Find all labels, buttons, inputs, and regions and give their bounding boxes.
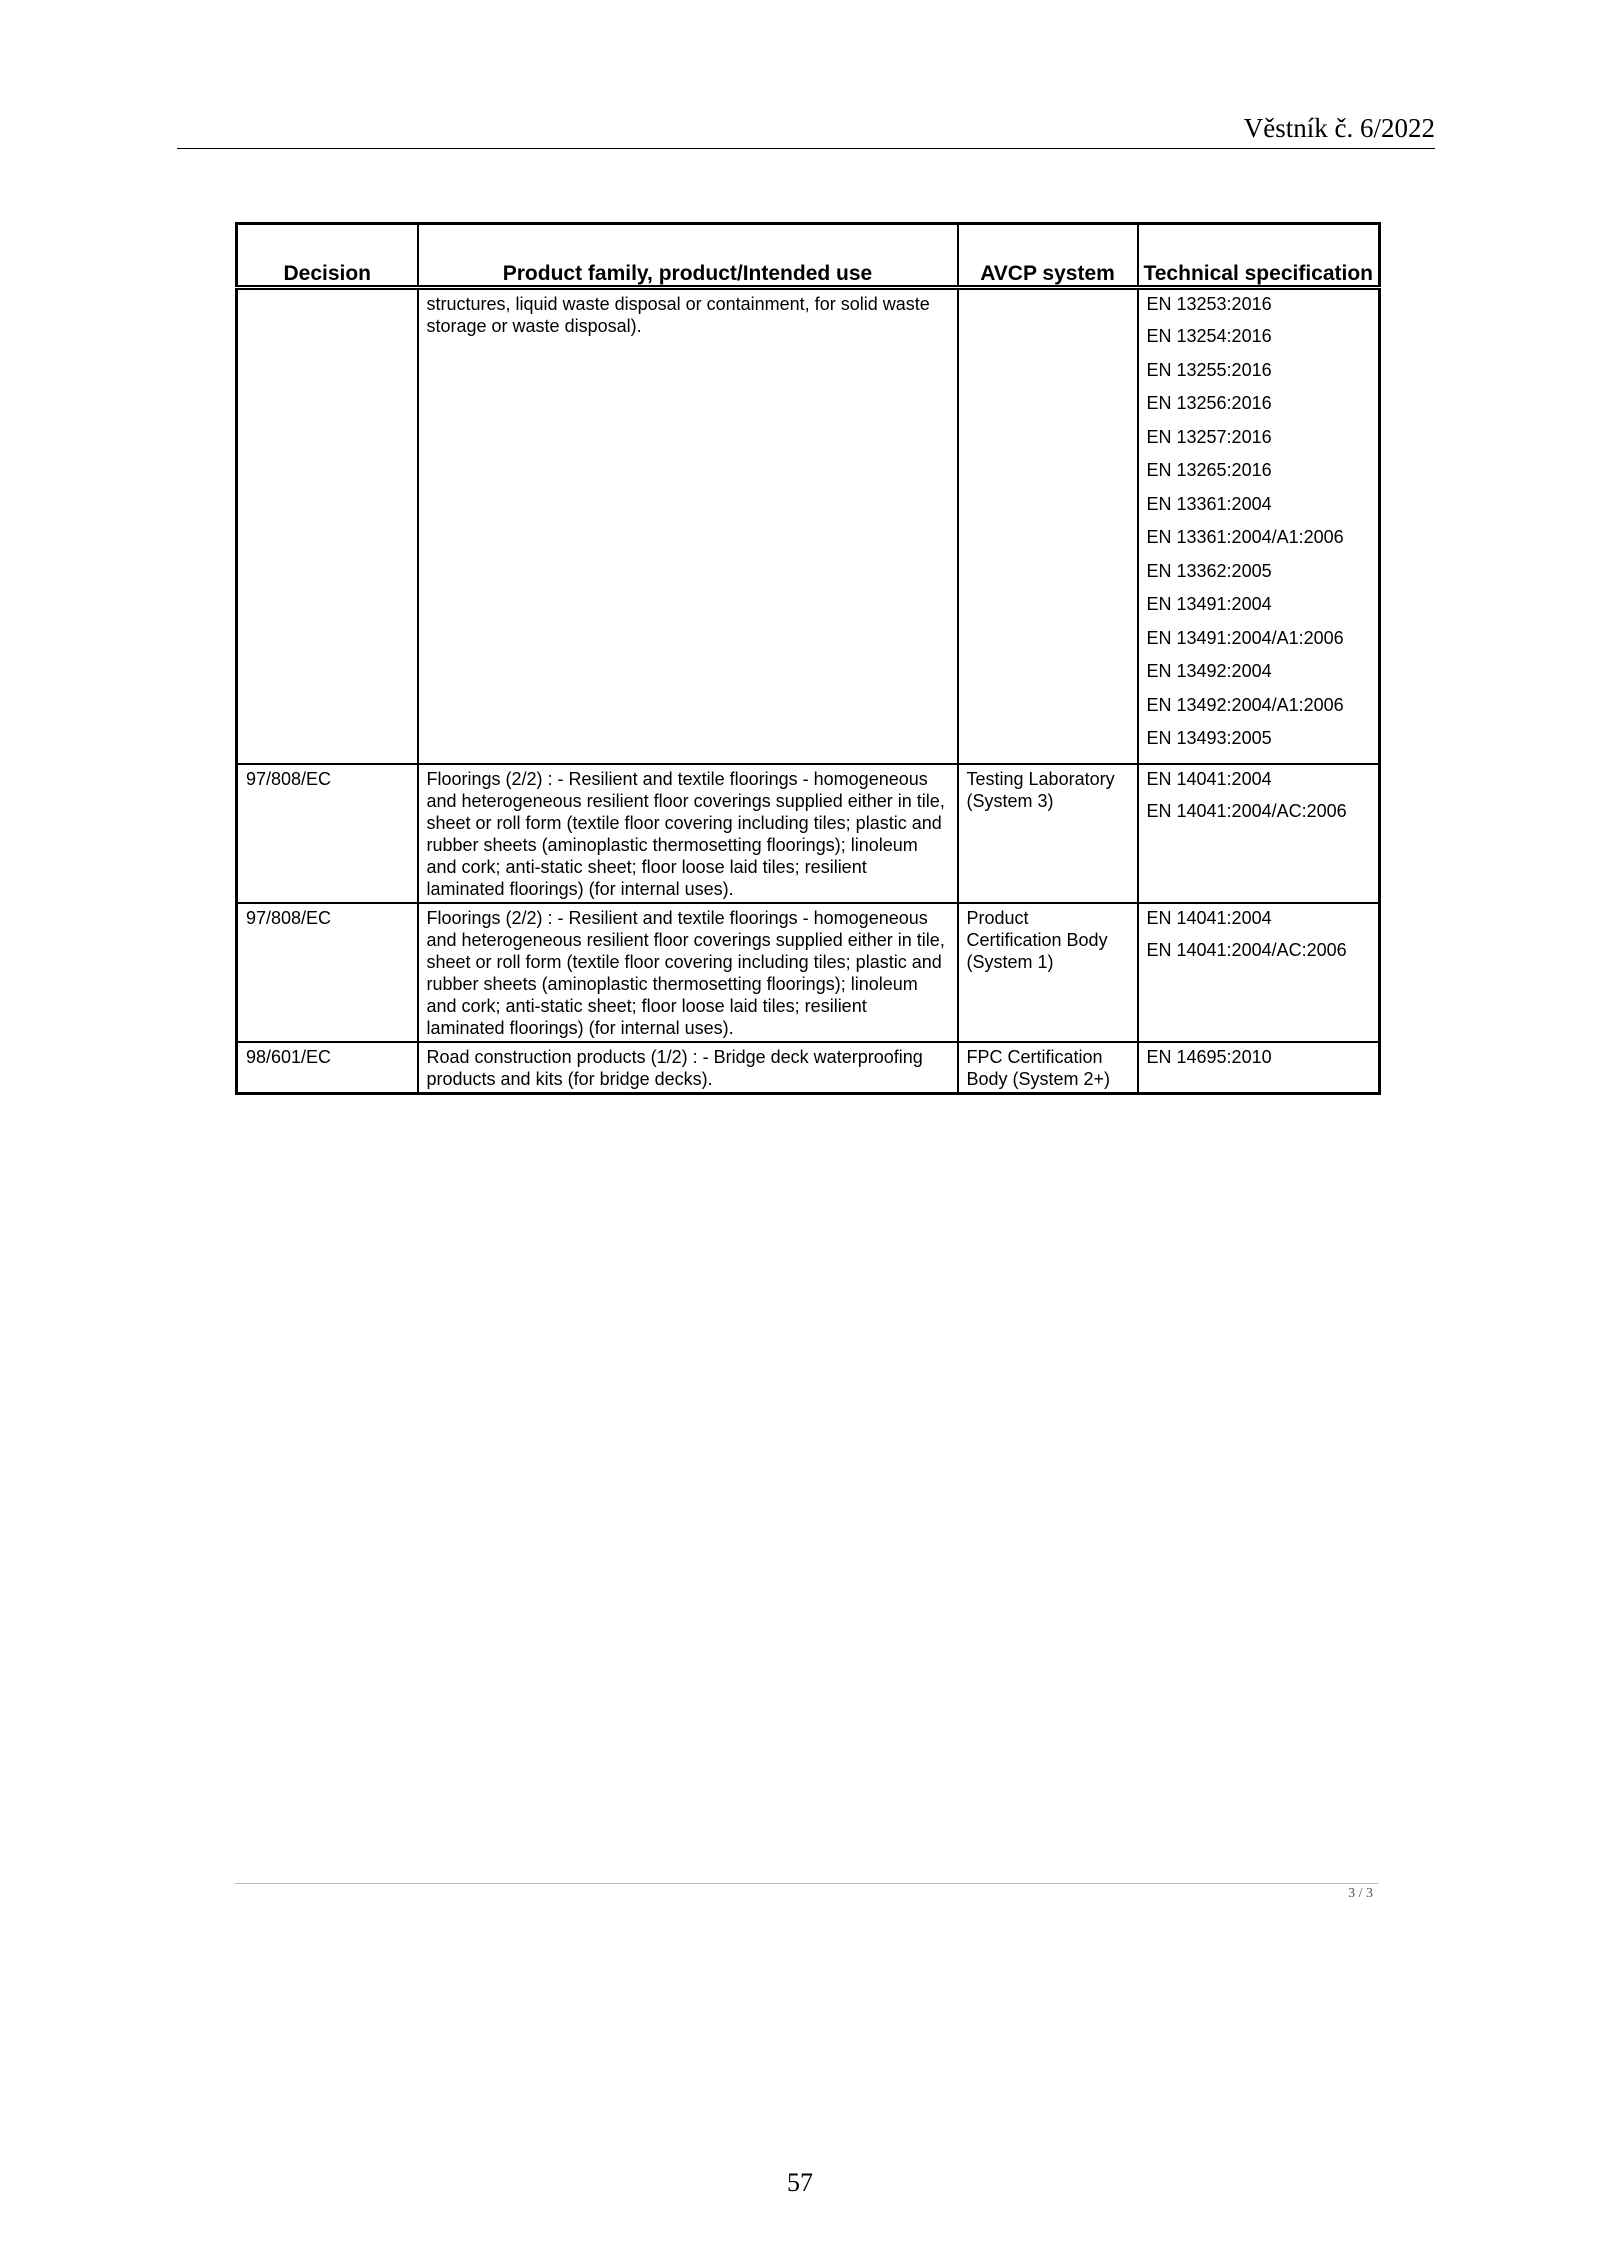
specification-item: EN 14041:2004/AC:2006 [1146, 939, 1347, 960]
specification-item: EN 13256:2016 [1146, 393, 1272, 413]
specification-cell [1138, 1042, 1380, 1094]
decision-cell [237, 288, 418, 764]
decision-cell: 97/808/EC [237, 764, 418, 903]
page-header [177, 108, 1435, 149]
table-row [237, 764, 1380, 903]
avcp-cell: Testing Laboratory (System 3) [958, 764, 1138, 903]
table-header-row [237, 224, 1380, 288]
avcp-cell: Product Certification Body (System 1) [958, 903, 1138, 1042]
product-cell: structures, liquid waste disposal or containment, for solid waste storage or waste disposal). [418, 288, 958, 764]
specification-item: EN 13265:2016 [1146, 460, 1272, 480]
table-row [237, 288, 1380, 764]
page-count: 3 / 3 [1348, 1886, 1373, 1901]
specification-item: EN 13254:2016 [1146, 326, 1272, 346]
specification-item: EN 14041:2004/AC:2006 [1146, 800, 1347, 821]
avcp-cell: FPC Certification Body (System 2+) [958, 1042, 1138, 1094]
decision-cell: 98/601/EC [237, 1042, 418, 1094]
journal-title: Věstník č. 6/2022 [1243, 113, 1435, 143]
decision-cell: 97/808/EC [237, 903, 418, 1042]
table-row [237, 903, 1380, 1042]
specification-item: EN 13257:2016 [1146, 426, 1272, 447]
specification-item: EN 13255:2016 [1146, 359, 1272, 380]
column-header-decision: Decision [237, 224, 418, 288]
footer-divider [235, 1883, 1378, 1884]
column-header-technical-specification: Technical specification [1138, 224, 1380, 288]
specification-item: EN 13361:2004/A1:2006 [1146, 527, 1344, 547]
specification-item: EN 14041:2004 [1146, 907, 1272, 928]
table-row [237, 1042, 1380, 1094]
avcp-cell [958, 288, 1138, 764]
specification-item: EN 14695:2010 [1146, 1046, 1272, 1067]
specification-item: EN 13491:2004/A1:2006 [1146, 627, 1344, 648]
page-number: 57 [787, 2168, 813, 2197]
specification-item: EN 14041:2004 [1146, 768, 1272, 789]
specification-table [235, 222, 1381, 1095]
specification-item: EN 13362:2005 [1146, 560, 1272, 581]
specification-item: EN 13491:2004 [1146, 594, 1272, 614]
product-cell: Floorings (2/2) : - Resilient and textile floorings - homogeneous and heterogeneous resilient floor coverings supplied either in tile, sheet or roll form (textile floor covering including tiles; plastic and rubber sheets (aminoplastic thermosetting floorings); linoleum and cork; anti-static sheet; floor loose laid tiles; resilient laminated floorings) (for internal uses). [418, 764, 958, 903]
specification-item: EN 13493:2005 [1146, 728, 1272, 748]
specification-item: EN 13253:2016 [1146, 294, 1272, 314]
specification-item: EN 13361:2004 [1146, 493, 1272, 514]
specification-cell [1138, 903, 1380, 1042]
specification-cell [1138, 764, 1380, 903]
product-cell: Floorings (2/2) : - Resilient and textile floorings - homogeneous and heterogeneous resilient floor coverings supplied either in tile, sheet or roll form (textile floor covering including tiles; plastic and rubber sheets (aminoplastic thermosetting floorings); linoleum and cork; anti-static sheet; floor loose laid tiles; resilient laminated floorings) (for internal uses). [418, 903, 958, 1042]
specification-item: EN 13492:2004/A1:2006 [1146, 694, 1344, 715]
column-header-avcp: AVCP system [958, 224, 1138, 288]
product-cell: Road construction products (1/2) : - Bridge deck waterproofing products and kits (for bridge decks). [418, 1042, 958, 1094]
specification-item: EN 13492:2004 [1146, 661, 1272, 681]
column-header-product: Product family, product/Intended use [418, 224, 958, 288]
specification-cell [1138, 288, 1380, 764]
